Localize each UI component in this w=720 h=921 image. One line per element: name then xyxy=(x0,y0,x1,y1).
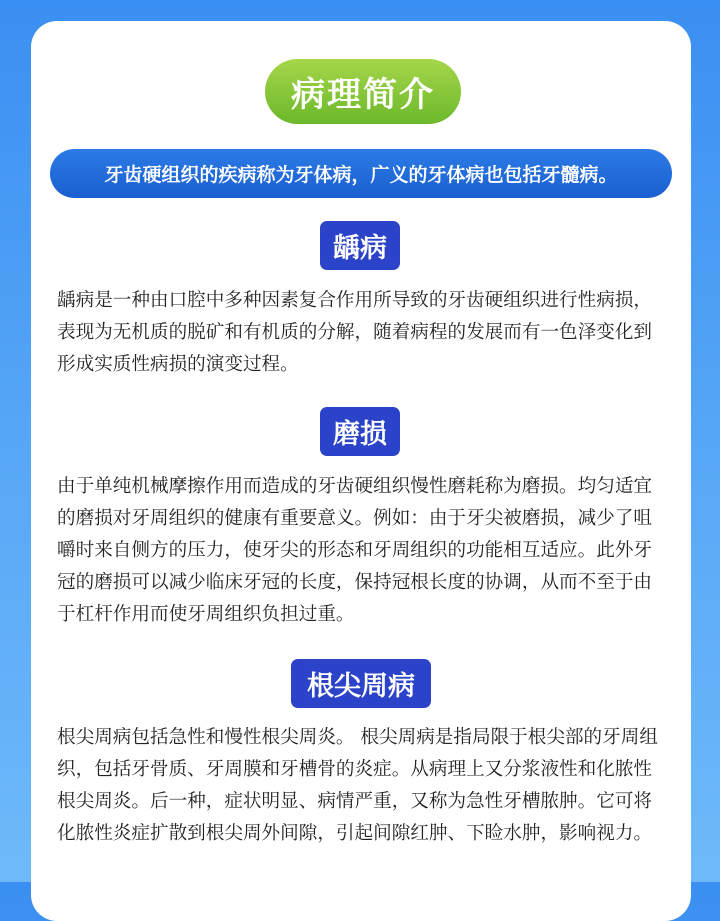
section-text-abrasion: 由于单纯机械摩擦作用而造成的牙齿硬组织慢性磨耗称为磨损。均匀适宜的磨损对牙周组织的健康有重要意义。例如：由于牙尖被磨损，减少了咀嚼时来自侧方的压力，使牙尖的形态和牙周组织的功能相互适应。此外牙冠的磨损可以减少临床牙冠的长度，保持冠根长度的协调，从而不至于由于杠杆作用而使牙周组织负担过重。 xyxy=(57,476,653,625)
section-label-caries: 龋病 xyxy=(320,221,400,270)
intro-banner: 牙齿硬组织的疾病称为牙体病，广义的牙体病也包括牙髓病。 xyxy=(50,149,672,198)
section-text-caries: 龋病是一种由口腔中多种因素复合作用所导致的牙齿硬组织进行性病损，表现为无机质的脱矿和有机质的分解，随着病程的发展而有一色泽变化到形成实质性病损的演变过程。 xyxy=(57,290,653,375)
section-label-periapical: 根尖周病 xyxy=(291,659,431,708)
section-label-abrasion: 磨损 xyxy=(320,407,400,456)
section-text-periapical: 根尖周病包括急性和慢性根尖周炎。 根尖周病是指局限于根尖部的牙周组织，包括牙骨质、牙周膜和牙槽骨的炎症。从病理上又分浆液性和化脓性根尖周炎。后一种，症状明显、病情严重，又称为急性牙槽脓肿。它可将化脓性炎症扩散到根尖周外间隙，引起间隙红肿、下睑水肿，影响视力。 xyxy=(57,727,658,844)
page-title: 病理简介 xyxy=(265,59,461,124)
